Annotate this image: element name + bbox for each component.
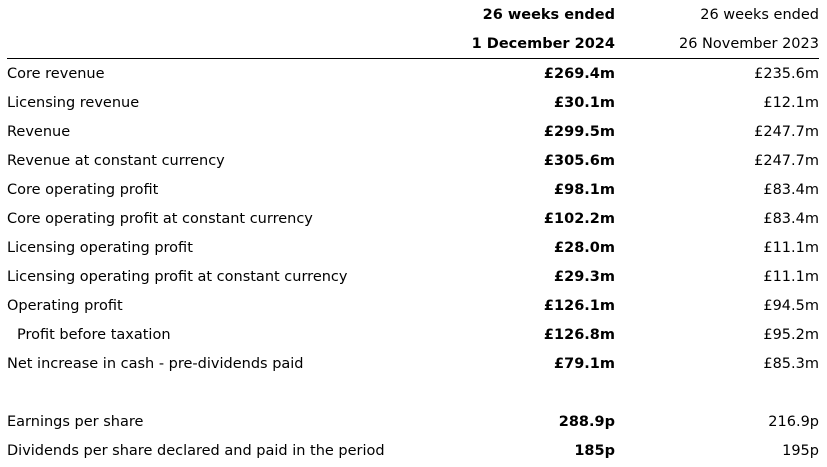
table-row	[7, 436, 819, 465]
row-current-value: £126.8m	[543, 326, 615, 343]
row-current-value: £299.5m	[543, 123, 615, 140]
spacer-row	[7, 378, 819, 407]
row-current-value: £305.6m	[543, 152, 615, 169]
row-prior-value: £11.1m	[763, 239, 819, 256]
row-prior-value: £83.4m	[763, 210, 819, 227]
row-label: Core operating profit	[7, 181, 159, 198]
header-row-period	[7, 0, 819, 29]
row-label: Dividends per share declared and paid in the period	[7, 442, 385, 459]
row-current-value: £269.4m	[543, 65, 615, 82]
row-prior-value: £11.1m	[763, 268, 819, 285]
row-current-value: £28.0m	[554, 239, 615, 256]
row-label: Core revenue	[7, 65, 105, 82]
table-row	[7, 262, 819, 291]
table-row	[7, 407, 819, 436]
table-row	[7, 320, 819, 349]
row-prior-value: £95.2m	[763, 326, 819, 343]
row-label: Net increase in cash - pre-dividends paid	[7, 355, 304, 372]
row-label: Revenue	[7, 123, 71, 140]
table-header	[7, 0, 819, 59]
table-row	[7, 175, 819, 204]
table-row	[7, 204, 819, 233]
spacer-cell	[467, 378, 615, 407]
row-current-value: £126.1m	[543, 297, 615, 314]
row-current-value: £29.3m	[554, 268, 615, 285]
row-current-value: £102.2m	[543, 210, 615, 227]
table-row	[7, 146, 819, 175]
row-prior-value: 216.9p	[768, 413, 819, 430]
row-prior-value: £247.7m	[754, 123, 819, 140]
row-label: Revenue at constant currency	[7, 152, 225, 169]
row-prior-value: £247.7m	[754, 152, 819, 169]
row-prior-value: £12.1m	[763, 94, 819, 111]
table-row	[7, 233, 819, 262]
row-label: Licensing revenue	[7, 94, 140, 111]
spacer-cell	[7, 378, 467, 407]
row-current-value: £79.1m	[554, 355, 615, 372]
row-prior-value: £85.3m	[763, 355, 819, 372]
row-label: Core operating profit at constant currency	[7, 210, 313, 227]
header-row-date	[7, 29, 819, 59]
header-label-blank	[7, 0, 467, 29]
row-label: Earnings per share	[7, 413, 144, 430]
row-label: Licensing operating profit	[7, 239, 193, 256]
header-prior-period-line2: 26 November 2023	[615, 29, 819, 59]
table-row	[7, 291, 819, 320]
row-current-value: 185p	[574, 442, 615, 459]
table-body	[7, 59, 819, 466]
header-label-blank	[7, 29, 467, 59]
financial-highlights-table	[7, 0, 819, 465]
table-row	[7, 349, 819, 378]
row-prior-value: £94.5m	[763, 297, 819, 314]
row-label: Operating profit	[7, 297, 123, 314]
row-prior-value: £83.4m	[763, 181, 819, 198]
row-prior-value: 195p	[782, 442, 819, 459]
row-current-value: 288.9p	[558, 413, 615, 430]
row-label: Licensing operating profit at constant currency	[7, 268, 348, 285]
table-row	[7, 88, 819, 117]
header-current-period-line2: 1 December 2024	[467, 29, 615, 59]
table-row	[7, 59, 819, 89]
row-prior-value: £235.6m	[754, 65, 819, 82]
header-current-period-line1: 26 weeks ended	[482, 6, 615, 23]
row-current-value: £98.1m	[554, 181, 615, 198]
row-current-value: £30.1m	[554, 94, 615, 111]
spacer-cell	[615, 378, 819, 407]
header-prior-period-line1: 26 weeks ended	[700, 6, 819, 23]
table-row	[7, 117, 819, 146]
row-label: Profit before taxation	[17, 326, 171, 343]
